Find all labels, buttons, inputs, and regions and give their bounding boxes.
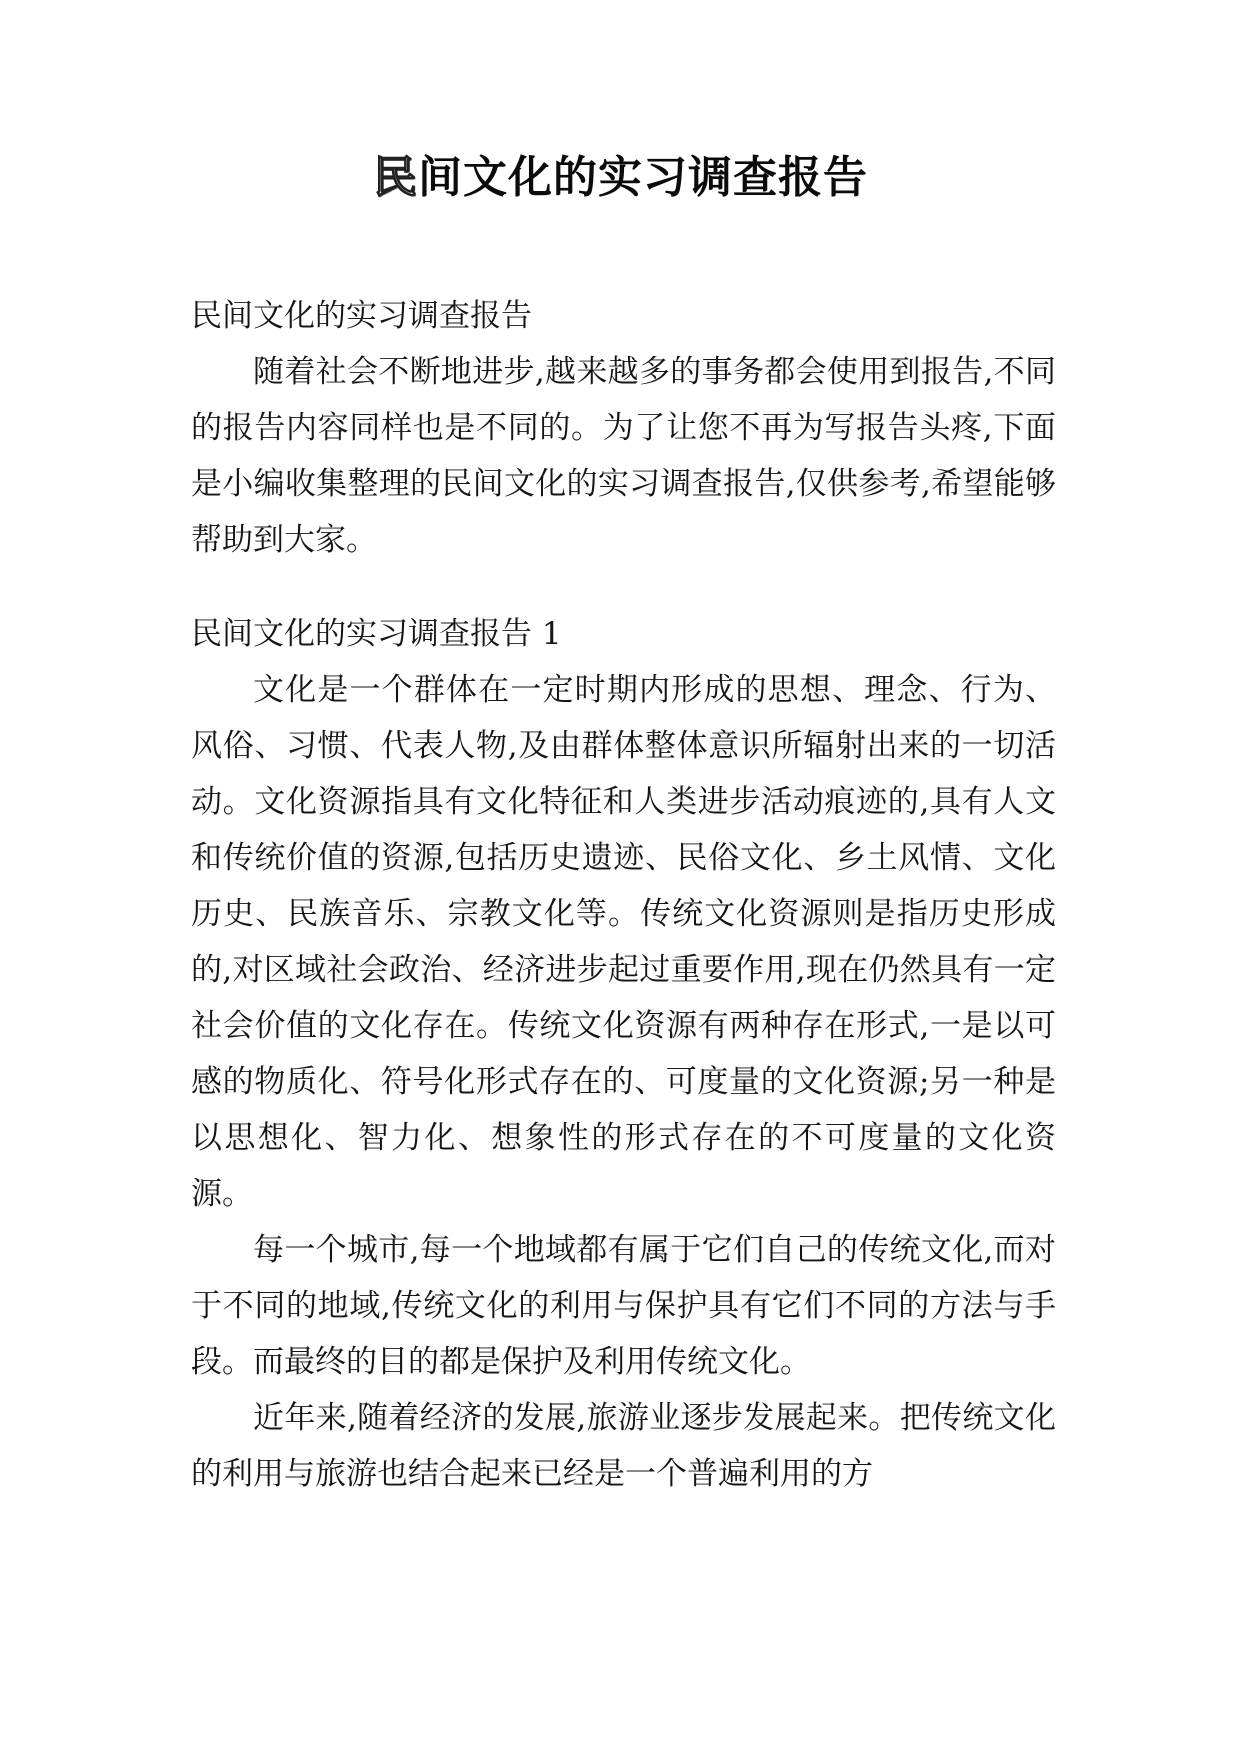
section-spacer (191, 568, 1056, 606)
body-paragraph-3: 近年来,随着经济的发展,旅游业逐步发展起来。把传统文化的利用与旅游也结合起来已经是一个普遍利用的方 (191, 1400, 1056, 1492)
section-heading-1: 民间文化的实习调查报告 1 (191, 616, 562, 652)
document-title (0, 148, 1241, 208)
intro-heading: 民间文化的实习调查报告 (191, 298, 532, 334)
title-text: 间文化的实习调查报告 (418, 152, 868, 203)
title-decorated-first-char: 民 (373, 152, 418, 203)
intro-paragraph: 随着社会不断地进步,越来越多的事务都会使用到报告,不同的报告内容同样也是不同的。为了让您不再为写报告头疼,下面是小编收集整理的民间文化的实习调查报告,仅供参考,希望能够帮助到大家。 (191, 354, 1056, 558)
body-paragraph-1: 文化是一个群体在一定时期内形成的思想、理念、行为、风俗、习惯、代表人物,及由群体整体意识所辐射出来的一切活动。文化资源指具有文化特征和人类进步活动痕迹的,具有人文和传统价值的资源,包括历史遗迹、民俗文化、乡土风情、文化历史、民族音乐、宗教文化等。传统文化资源则是指历史形成的,对区域社会政治、经济进步起过重要作用,现在仍然具有一定社会价值的文化存在。传统文化资源有两种存在形式,一是以可感的物质化、符号化形式存在的、可度量的文化资源;另一种是以思想化、智力化、想象性的形式存在的不可度量的文化资源。 (191, 672, 1056, 1212)
document-body (191, 288, 1056, 1502)
body-paragraph-2: 每一个城市,每一个地域都有属于它们自己的传统文化,而对于不同的地域,传统文化的利用与保护具有它们不同的方法与手段。而最终的目的都是保护及利用传统文化。 (191, 1232, 1056, 1380)
